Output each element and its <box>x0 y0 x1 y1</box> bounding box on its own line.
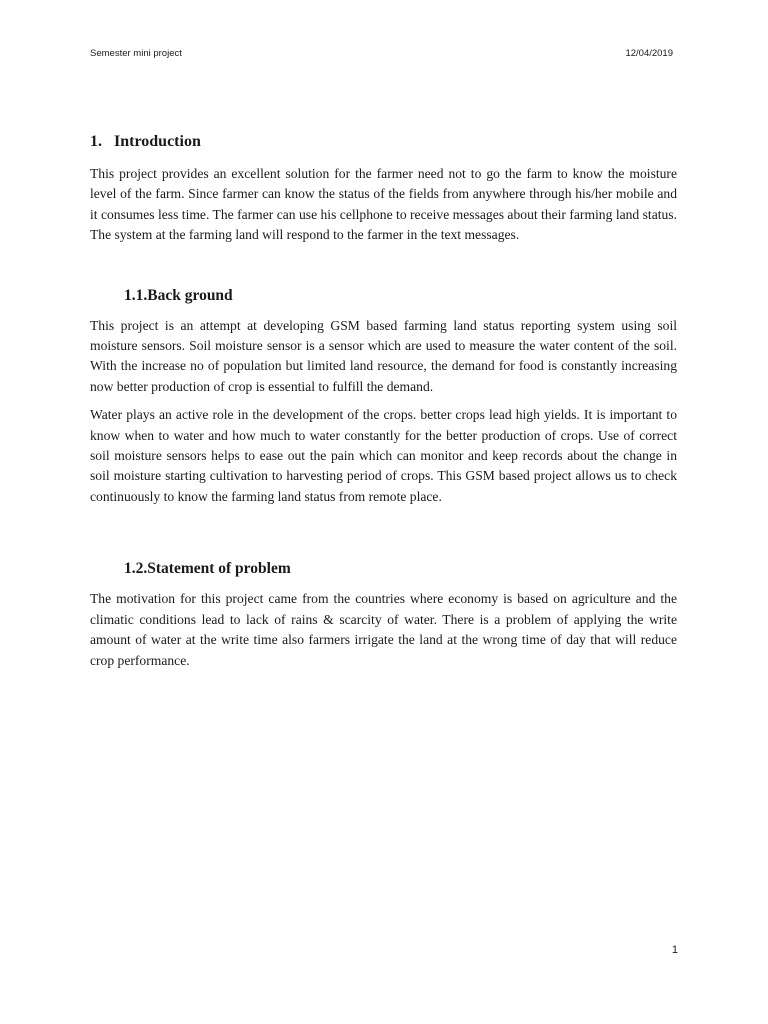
document-body <box>90 130 677 671</box>
paragraph: Water plays an active role in the development of the crops. better crops lead high yields. It is important to know when to water and how much to water constantly for the better production of crops. Use of correct soil moisture sensors helps to ease out the pain which can monitor and keep records about the change in soil moisture starting cultivation to harvesting period of crops. This GSM based project allows us to check continuously to know the farming land status from remote place. <box>90 407 677 504</box>
header-date: 12/04/2019 <box>625 48 673 59</box>
subsection-heading <box>90 557 677 581</box>
paragraph: This project is an attempt at developing GSM based farming land status reporting system using soil moisture sensors. Soil moisture sensor is a sensor which are used to measure the water content of the soil. With the increase no of population but limited land resource, the demand for food is constantly increasing now better production of crop is essential to fulfill the demand. <box>90 317 677 394</box>
subsection-number: 1.1. <box>124 286 148 304</box>
section-introduction <box>90 130 677 246</box>
subsection-title: Back ground <box>147 286 233 304</box>
page-header <box>90 48 673 64</box>
section-heading <box>90 130 677 154</box>
paragraph: The motivation for this project came from the countries where economy is based on agriculture and the climatic conditions lead to lack of rains & scarcity of water. There is a problem of applying the write amount of water at the write time also farmers irrigate the land at the wrong time of day that will reduce crop performance. <box>90 591 677 668</box>
page-number: 1 <box>671 944 678 956</box>
section-statement-of-problem <box>90 557 677 671</box>
paragraph: This project provides an excellent solution for the farmer need not to go the farm to know the moisture level of the farm. Since farmer can know the status of the fields from anywhere through his/her mobile and it consumes less time. The farmer can use his cellphone to receive messages about their farming land status. The system at the farming land will respond to the farmer in the text messages. <box>90 166 677 243</box>
subsection-title: Statement of problem <box>147 560 291 578</box>
section-number: 1. <box>90 133 102 150</box>
section-title: Introduction <box>114 133 201 150</box>
subsection-number: 1.2. <box>124 560 148 578</box>
header-project-title: Semester mini project <box>90 48 182 59</box>
subsection-heading <box>90 284 677 308</box>
section-background <box>90 284 677 508</box>
